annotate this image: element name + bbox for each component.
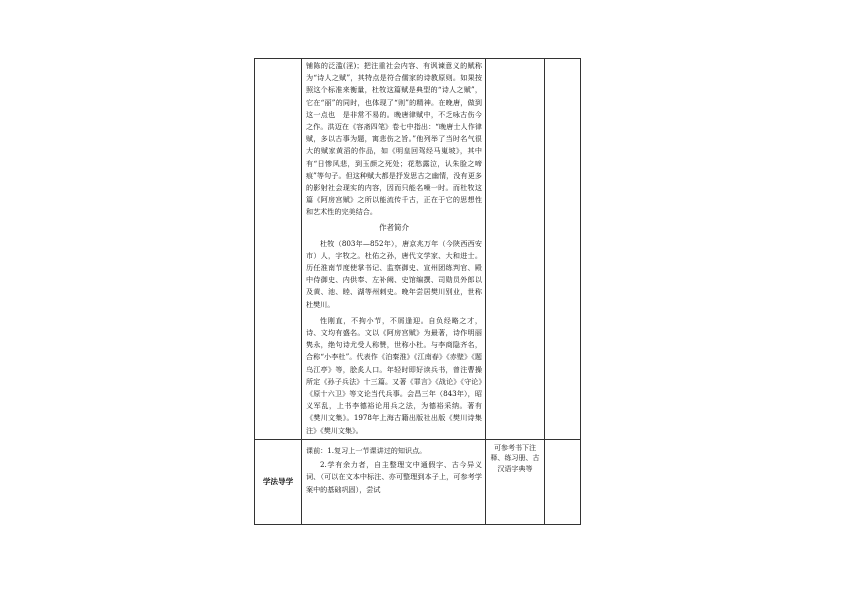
study-method-content xyxy=(302,439,486,524)
lesson-plan-table xyxy=(254,58,581,525)
study-method-row xyxy=(255,439,581,524)
study-method-note: 可参考书下注释、练习册、古汉语字典等 xyxy=(486,439,545,524)
main-content-cell xyxy=(302,59,486,440)
content-row xyxy=(255,59,581,440)
note-cell-empty xyxy=(486,59,545,440)
end-cell-empty xyxy=(545,59,581,440)
study-method-label: 学法导学 xyxy=(255,439,302,524)
label-cell-empty xyxy=(255,59,302,440)
intro-paragraph: 铺陈的泛滥(淫)；把注重社会内容、有讽谏意义的赋称为“诗人之赋”，其特点是符合儒家的诗教原则。如果按照这个标准来衡量，杜牧这篇赋是典型的“诗人之赋”，它在“丽”的同时，也体现了“则”的精神。在晚唐，做到这一点也 是非常不易的。晚唐律赋中，不乏咏古伤今之作。洪迈在《容斋四笔》卷七中指出：“晚唐士人作律赋，多以古事为题，寓悲伤之旨。”他列举了当时名气很大的赋家黄滔的作品，如《明皇回驾经马嵬坡》，其中有“日惨风悲，到玉颜之死处；花愁露泣，认朱脸之啼痕”等句子。但这种赋大都是抒发思古之幽情，没有更多的影射社会现实的内容，因而只能名噪一时。而杜牧这篇《阿房宫赋》之所以能流传千古，正在于它的思想性和艺术性的完美结合。 xyxy=(306,61,482,217)
study-method-line-2: 2.学有余力者，自主整理文中通假字、古今异义词、（可以在文本中标注、亦可整理到本子上，可参考学案中的基础巩固），尝试 xyxy=(306,460,482,494)
study-method-line-1: 课前：1.复习上一节课讲过的知识点。 xyxy=(306,445,427,455)
author-paragraph-2: 性刚直，不拘小节，不屑逢迎。自负经略之才，诗、文均有盛名。文以《阿房宫赋》为最著，诗作明丽隽永，绝句诗尤受人称赞，世称小杜。与李商隐齐名，合称“小李杜”。代表作《泊秦淮》《江南春》《赤壁》《题乌江亭》等，脍炙人口。年轻时即好读兵书，曾注曹操所定《孙子兵法》十三篇。又著《罪言》《战论》《守论》《原十六卫》等文论当代兵事。会昌三年（843年），昭义军乱，上书李德裕论用兵之法，为德裕采纳。著有《樊川文集》。1978年上海古籍出版社出版《樊川诗集注》《樊川文集》。 xyxy=(306,315,482,435)
study-method-end-cell xyxy=(545,439,581,524)
author-paragraph-1: 杜牧（803年—852年），唐京兆万年（今陕西西安市）人，字牧之。杜佑之孙，唐代文学家、大和进士。历任淮南节度使掌书记、监察御史、宣州团练判官、殿中侍御史、内供奉、左补阙、史馆编撰、司勋员外郎以及黄、池、睦、湖等州刺史。晚年尝居樊川别业，世称杜樊川。 xyxy=(306,238,482,309)
author-heading: 作者简介 xyxy=(379,222,409,232)
